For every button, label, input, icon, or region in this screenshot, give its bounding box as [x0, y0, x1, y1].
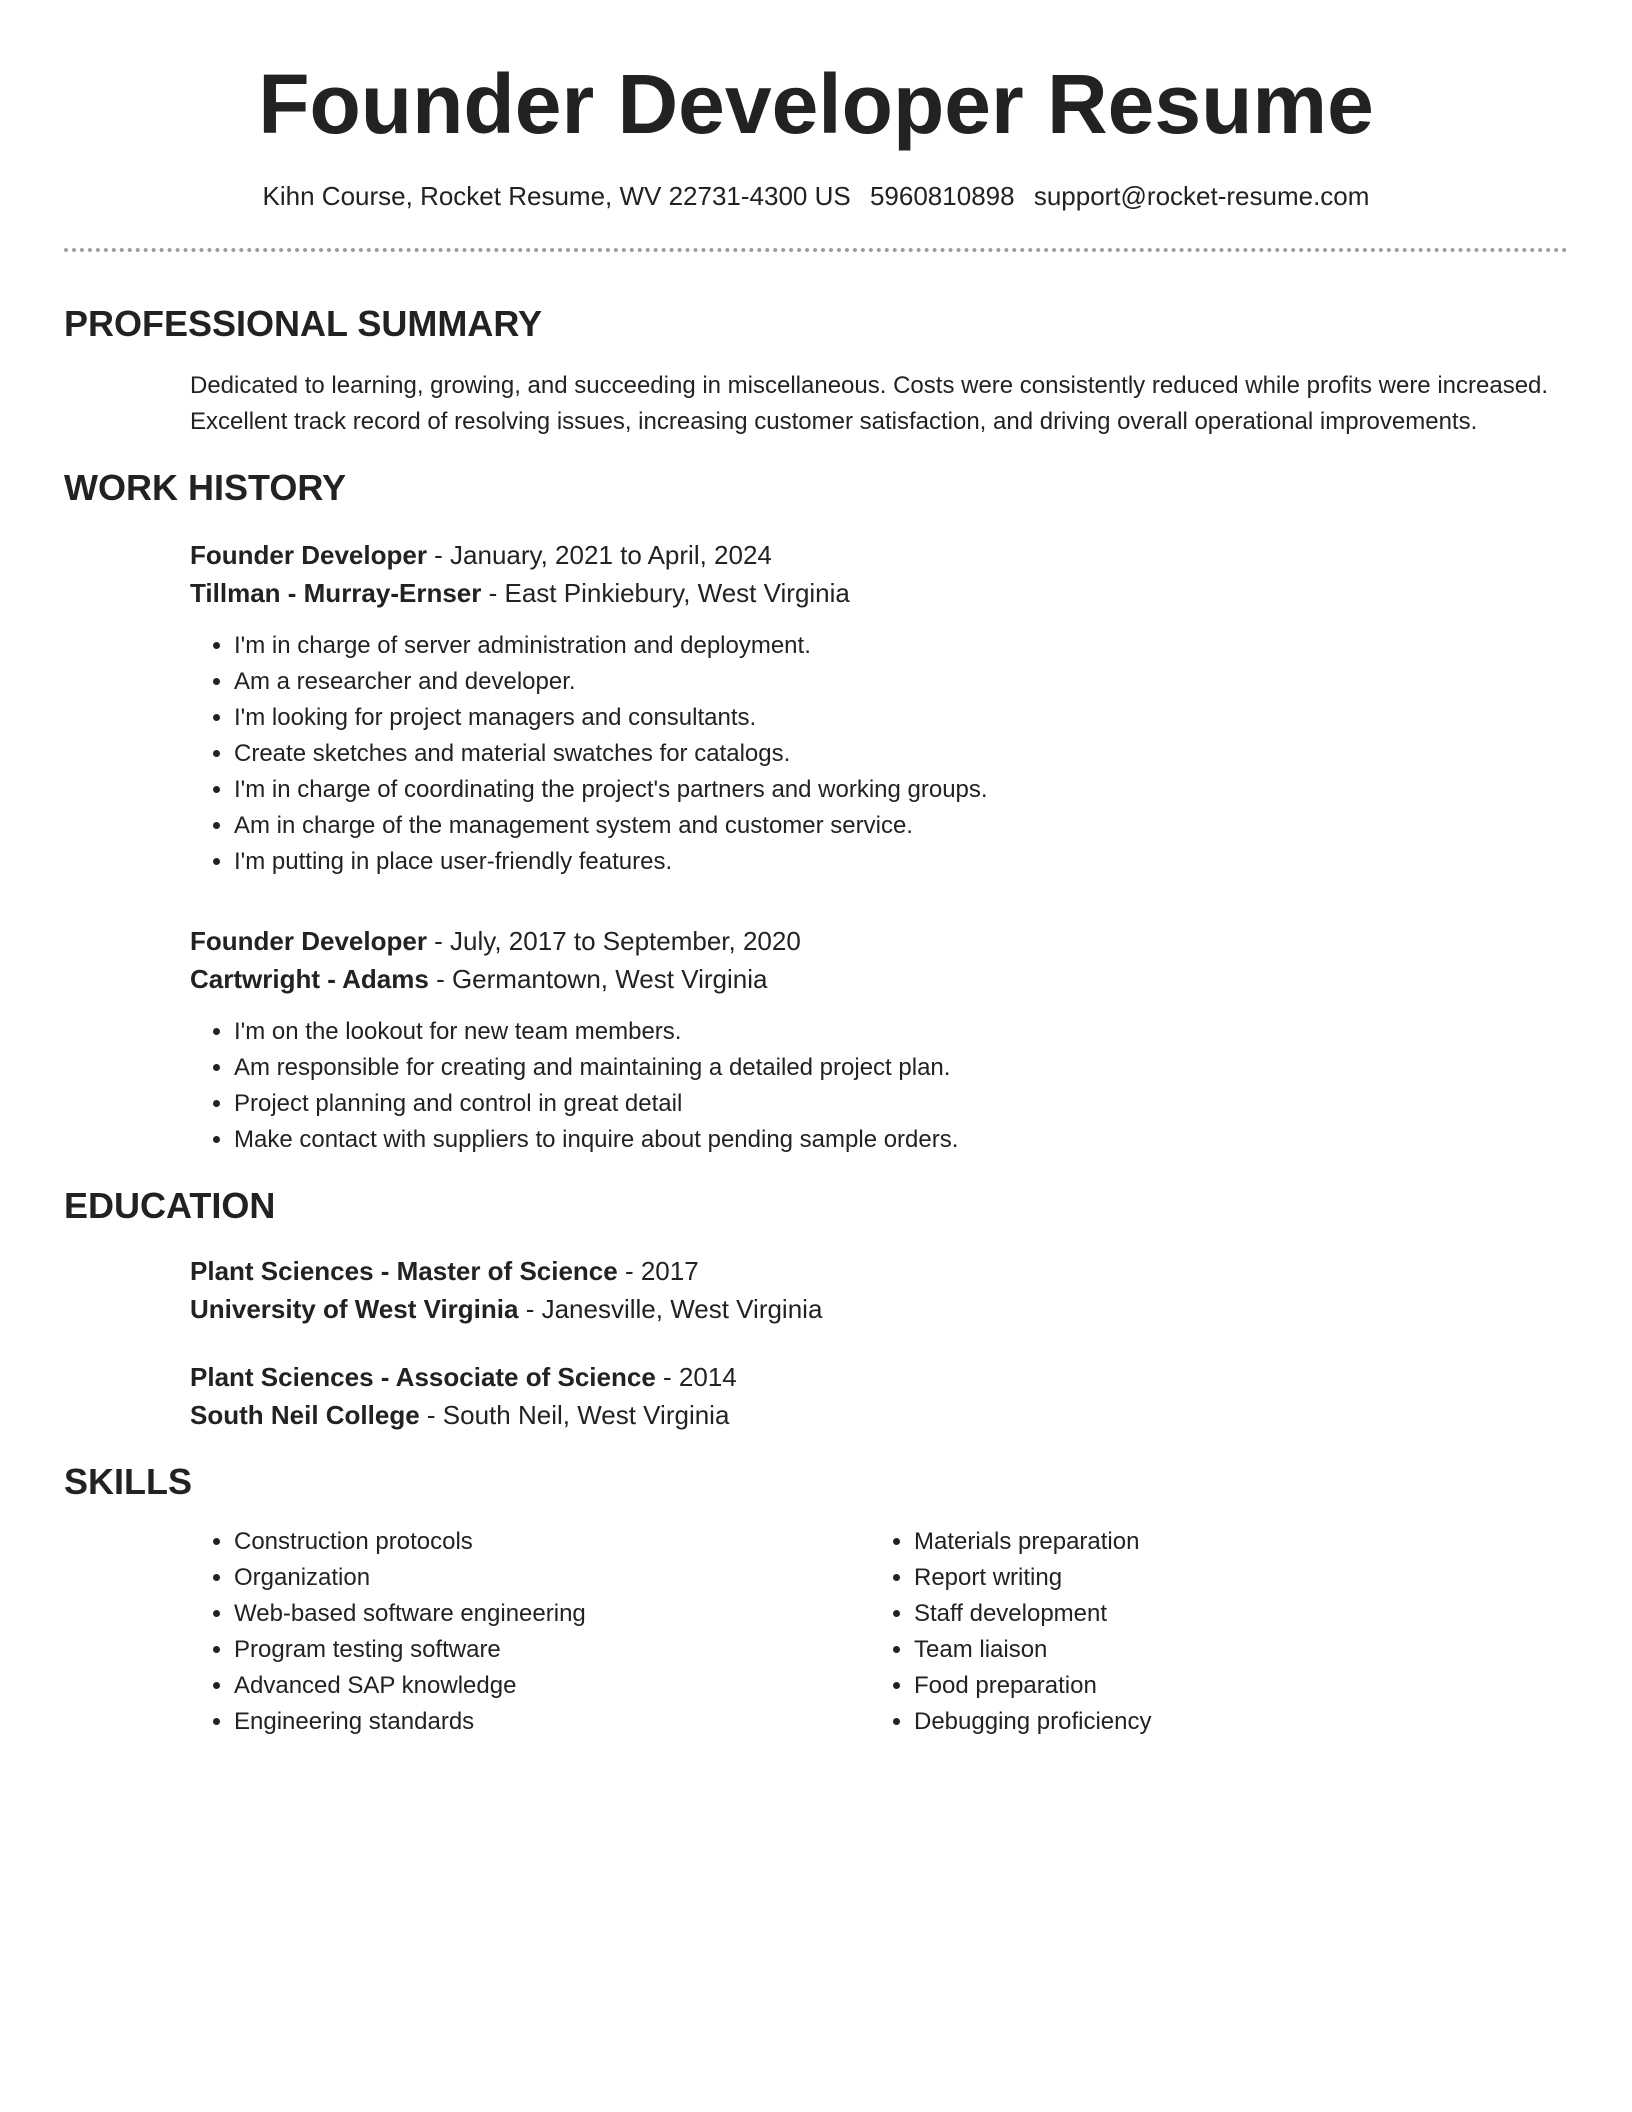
list-item: • I'm in charge of server administration and deployment. [234, 628, 1568, 664]
list-item: • Team liaison [914, 1632, 1550, 1668]
job-location: - East Pinkiebury, West Virginia [481, 578, 850, 608]
education-section [64, 1184, 1568, 1434]
list-item: • I'm looking for project managers and consultants. [234, 700, 1568, 736]
list-item: • Organization [234, 1560, 870, 1596]
resume-title: Founder Developer Resume [258, 57, 1374, 151]
school-line [190, 1396, 1568, 1434]
job-bullets [190, 628, 1568, 880]
education-heading: EDUCATION [64, 1185, 276, 1226]
contact-line [64, 178, 1568, 214]
contact-address: Kihn Course, Rocket Resume, WV 22731-4300 US [262, 181, 851, 211]
list-item: • Am responsible for creating and maintaining a detailed project plan. [234, 1050, 1568, 1086]
job-dates: - January, 2021 to April, 2024 [426, 540, 772, 570]
school-location: - South Neil, West Virginia [419, 1400, 730, 1430]
skills-column-left [190, 1524, 870, 1740]
skills-grid [190, 1524, 1550, 1740]
list-item: • Create sketches and material swatches for catalogs. [234, 736, 1568, 772]
skills-heading: SKILLS [64, 1461, 193, 1502]
list-item: • Staff development [914, 1596, 1550, 1632]
work-section [64, 466, 1568, 1158]
degree-year: - 2014 [655, 1362, 737, 1392]
job-company: Cartwright - Adams [190, 964, 429, 994]
list-item: • Web-based software engineering [234, 1596, 870, 1632]
education-entry [190, 1252, 1568, 1328]
job-title-line [190, 536, 1568, 574]
skills-section [64, 1460, 1568, 1740]
job-location: - Germantown, West Virginia [428, 964, 768, 994]
contact-phone: 5960810898 [869, 181, 1015, 211]
list-item: • Program testing software [234, 1632, 870, 1668]
list-item: • Am a researcher and developer. [234, 664, 1568, 700]
skills-list [870, 1524, 1550, 1740]
degree-line [190, 1358, 1568, 1396]
education-entry [190, 1358, 1568, 1434]
contact-email: support@rocket-resume.com [1033, 181, 1370, 211]
list-item: • Am in charge of the management system and customer service. [234, 808, 1568, 844]
summary-text: Dedicated to learning, growing, and succeeding in miscellaneous. Costs were consistently reduced while profits were increased. Excellent track record of resolving issues, increasing customer satisfaction, and driving overall operational improvements. [190, 372, 1549, 435]
skills-column-right [870, 1524, 1550, 1740]
header-divider [64, 248, 1568, 252]
list-item: • I'm putting in place user-friendly features. [234, 844, 1568, 880]
list-item: • Food preparation [914, 1668, 1550, 1704]
list-item: • Report writing [914, 1560, 1550, 1596]
job-company-line [190, 960, 1568, 998]
job-entry [190, 922, 1568, 1158]
summary-section [64, 302, 1568, 440]
job-entry [190, 536, 1568, 880]
summary-heading: PROFESSIONAL SUMMARY [64, 303, 543, 344]
job-company-line [190, 574, 1568, 612]
skills-list [190, 1524, 870, 1740]
list-item: • Project planning and control in great detail [234, 1086, 1568, 1122]
degree-name: Plant Sciences - Master of Science [190, 1256, 618, 1286]
school-name: University of West Virginia [190, 1294, 519, 1324]
job-role: Founder Developer [190, 540, 427, 570]
job-bullets [190, 1014, 1568, 1158]
degree-year: - 2017 [617, 1256, 699, 1286]
list-item: • I'm on the lookout for new team members. [234, 1014, 1568, 1050]
list-item: • Engineering standards [234, 1704, 870, 1740]
degree-name: Plant Sciences - Associate of Science [190, 1362, 656, 1392]
list-item: • Make contact with suppliers to inquire about pending sample orders. [234, 1122, 1568, 1158]
school-line [190, 1290, 1568, 1328]
list-item: • Advanced SAP knowledge [234, 1668, 870, 1704]
job-company: Tillman - Murray-Ernser [190, 578, 482, 608]
job-role: Founder Developer [190, 926, 427, 956]
resume-header [64, 0, 1568, 214]
job-dates: - July, 2017 to September, 2020 [426, 926, 801, 956]
work-heading: WORK HISTORY [64, 467, 347, 508]
list-item: • Materials preparation [914, 1524, 1550, 1560]
list-item: • Debugging proficiency [914, 1704, 1550, 1740]
school-name: South Neil College [190, 1400, 420, 1430]
school-location: - Janesville, West Virginia [518, 1294, 823, 1324]
list-item: • I'm in charge of coordinating the project's partners and working groups. [234, 772, 1568, 808]
job-title-line [190, 922, 1568, 960]
list-item: • Construction protocols [234, 1524, 870, 1560]
degree-line [190, 1252, 1568, 1290]
